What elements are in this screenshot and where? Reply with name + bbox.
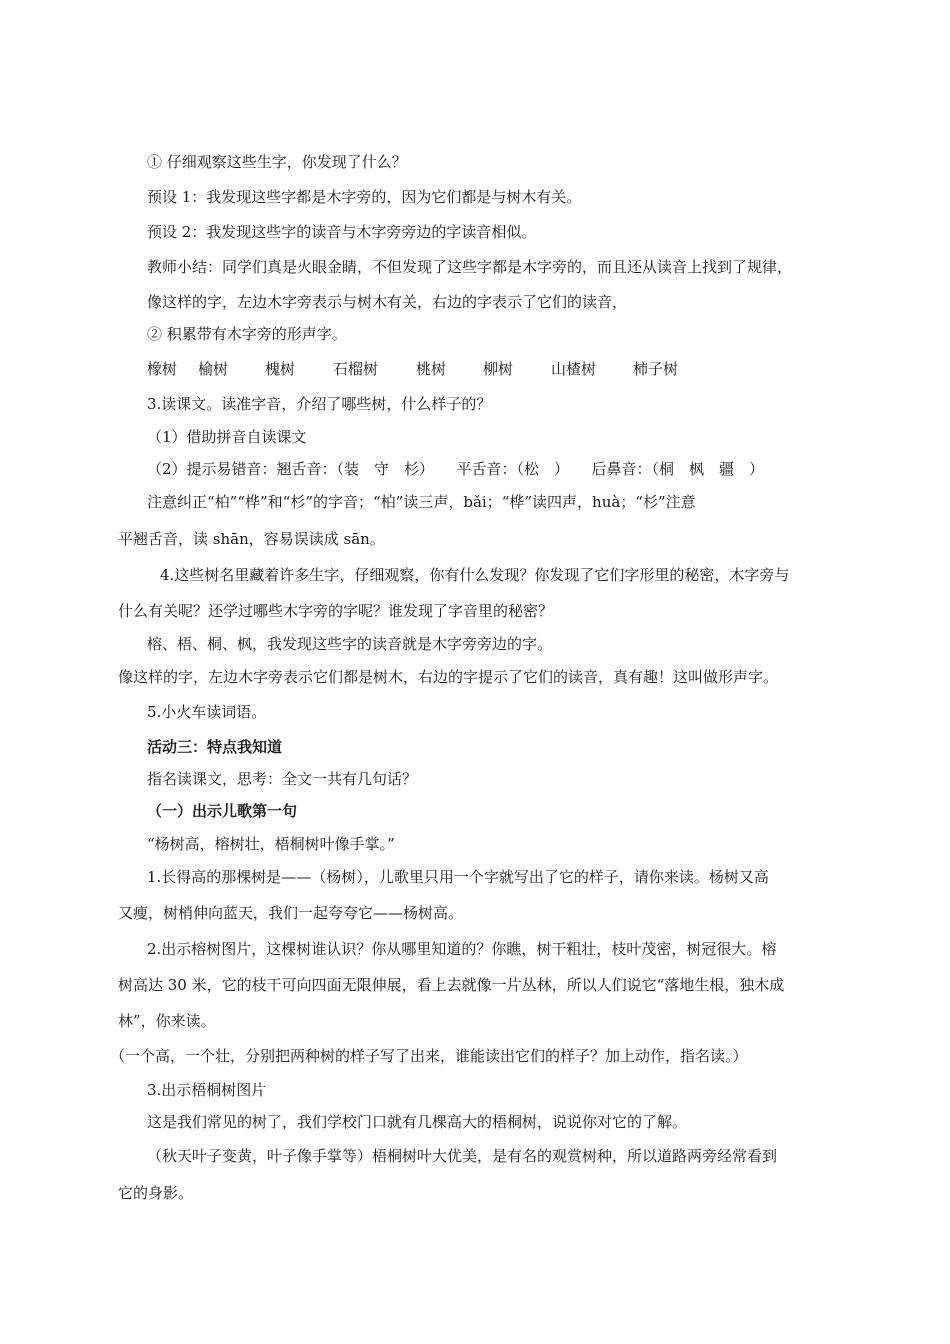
- pronunciation-note-cont: 平翘舌音，读 shān，容易误读成 sān。: [118, 530, 385, 548]
- preset-1: 预设 1：我发现这些字都是木字旁的，因为它们都是与树木有关。: [147, 188, 582, 206]
- step-3-read-text: 3.读课文。读准字音，介绍了哪些树，什么样子的？: [147, 395, 492, 413]
- banyan-step-end: 林”，你来读。: [118, 1012, 216, 1030]
- banyan-step-cont: 树高达 30 米，它的枝干可向四面无限伸展，看上去就像一片丛林，所以人们说它“落地生根，独木成: [118, 976, 785, 994]
- sub-step-2-pronunciation: （2）提示易错音：翘舌音：（装 守 杉） 平舌音：（松 ） 后鼻音：（桐 枫 疆 ）: [147, 460, 765, 478]
- tree-word: 橡树: [147, 360, 178, 378]
- step-4-discovery-cont: 什么有关呢？还学过哪些木字旁的字呢？谁发现了字音里的秘密？: [118, 602, 554, 620]
- tree-word: 柳树: [483, 360, 514, 378]
- rhyme-first-line: “杨树高，榕树壮，梧桐树叶像手掌。”: [147, 835, 395, 853]
- tree-word: 石榴树: [333, 360, 379, 378]
- tree-word: 桃树: [416, 360, 447, 378]
- parasol-description: （秋天叶子变黄，叶子像手掌等）梧桐树叶大优美，是有名的观赏树种，所以道路两旁经常看到: [147, 1147, 778, 1165]
- tree-word: 榆树: [198, 360, 229, 378]
- poplar-step-cont: 又瘦，树梢伸向蓝天，我们一起夸夸它——杨树高。: [118, 904, 464, 922]
- activity-3-prompt: 指名读课文，思考：全文一共有几句话？: [147, 770, 418, 788]
- tree-word: 山楂树: [551, 360, 597, 378]
- question-observe: ① 仔细观察这些生字，你发现了什么？: [147, 153, 407, 171]
- accumulate-chars: ② 积累带有木字旁的形声字。: [147, 325, 347, 343]
- phono-semantic-explanation: 像这样的字，左边木字旁表示它们都是树木，右边的字提示了它们的读音，真有趣！这叫做形声字。: [118, 668, 779, 686]
- poplar-step: 1.长得高的那棵树是——（杨树），儿歌里只用一个字就写出了它的样子，请你来读。杨树又高: [147, 868, 769, 886]
- parasol-step: 3.出示梧桐树图片: [147, 1081, 267, 1099]
- section-1-heading: （一）出示儿歌第一句: [147, 802, 298, 820]
- preset-2: 预设 2：我发现这些字的读音与木字旁旁边的字读音相似。: [147, 223, 537, 241]
- step-4-discovery: 4.这些树名里藏着许多生字，仔细观察，你有什么发现？你发现了它们字形里的秘密，木字旁与: [160, 566, 790, 584]
- pronunciation-note: 注意纠正“柏”“桦”和“杉”的字音；“柏”读三声，bǎi；“桦”读四声，huà；“杉”注意: [147, 493, 696, 511]
- parasol-intro: 这是我们常见的树了，我们学校门口就有几棵高大的梧桐树，说说你对它的了解。: [147, 1113, 688, 1131]
- teacher-summary-cont: 像这样的字，左边木字旁表示与树木有关，右边的字表示了它们的读音，: [147, 293, 628, 311]
- teacher-summary: 教师小结：同学们真是火眼金睛，不但发现了这些字都是木字旁的，而且还从读音上找到了规律，: [147, 258, 793, 276]
- banyan-step: 2.出示榕树图片，这棵树谁认识？你从哪里知道的？你瞧，树干粗壮，枝叶茂密，树冠很大。榕: [147, 940, 777, 958]
- compare-note: （一个高，一个壮，分别把两种树的样子写了出来，谁能读出它们的样子？加上动作，指名读。）: [110, 1047, 748, 1065]
- phonetic-finding: 榕、梧、桐、枫，我发现这些字的读音就是木字旁旁边的字。: [147, 635, 553, 653]
- parasol-description-cont: 它的身影。: [118, 1184, 194, 1202]
- sub-step-1: （1）借助拼音自读课文: [147, 428, 307, 446]
- tree-word: 柿子树: [633, 360, 679, 378]
- tree-word: 槐树: [265, 360, 296, 378]
- tree-word-list: [147, 359, 747, 379]
- activity-3-heading: 活动三：特点我知道: [147, 738, 283, 756]
- step-5-train-reading: 5.小火车读词语。: [147, 703, 267, 721]
